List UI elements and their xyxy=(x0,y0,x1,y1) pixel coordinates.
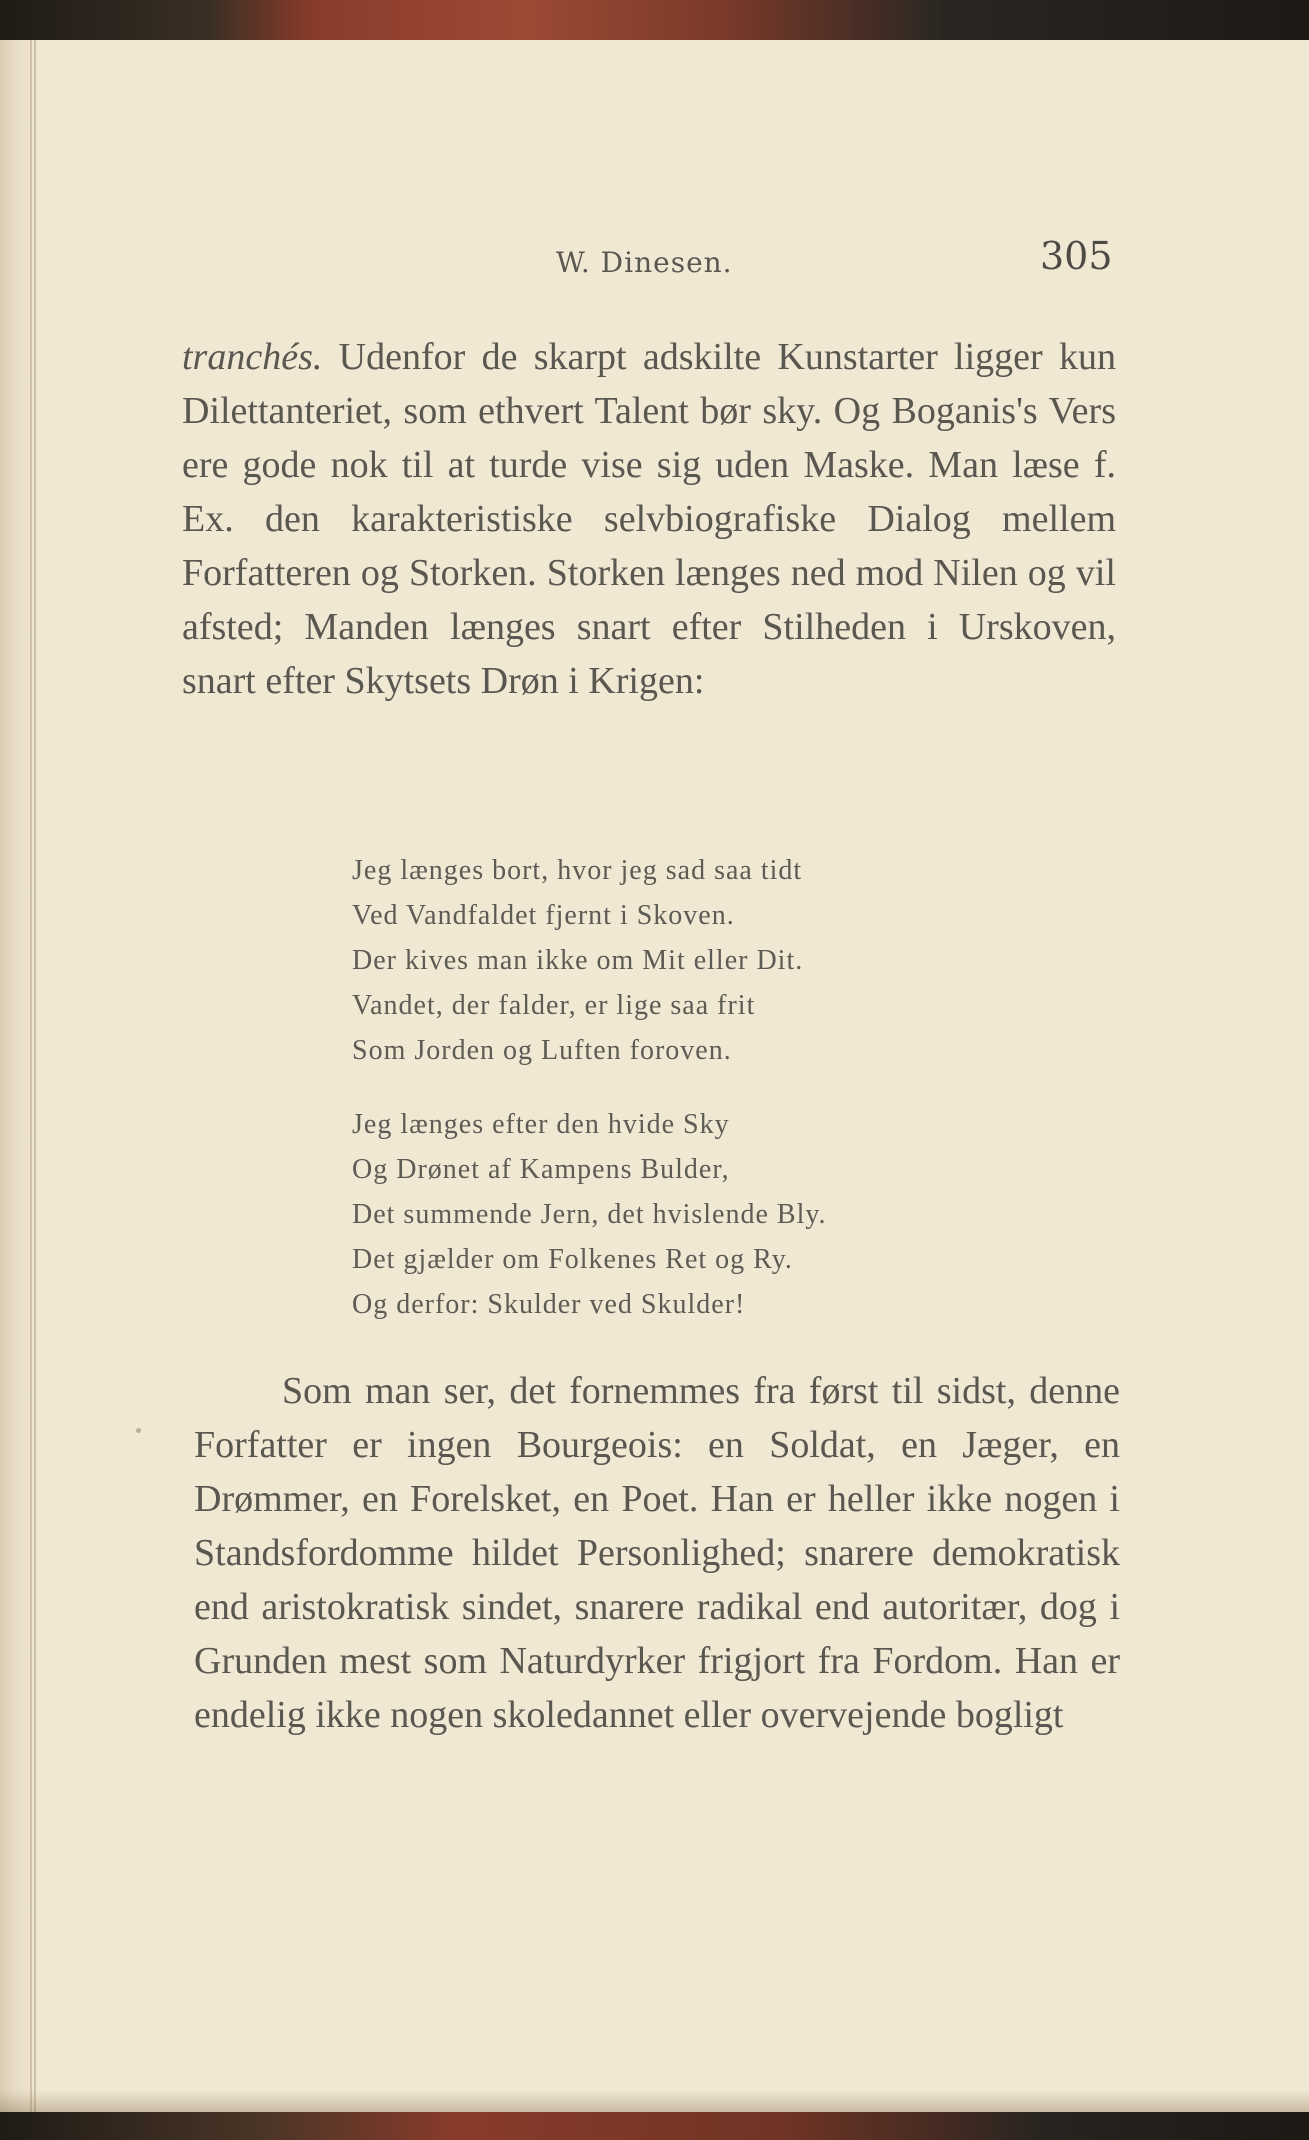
paragraph-1-text: Udenfor de skarpt adskilte Kunstarter ligger kun Dilettanteriet, som ethvert Talent bør sky. Og Boganis's Vers ere gode nok til at turde vise sig uden Maske. Man læse f. Ex. den karakteristiske selvbiografiske Dialog mellem Forfatteren og Storken. Storken længes ned mod Nilen og vil afsted; Manden længes snart efter Stilheden i Urskoven, snart efter Skytsets Drøn i Krigen: xyxy=(182,336,1116,702)
poem-line: Vandet, der falder, er lige saa frit xyxy=(352,990,756,1021)
paragraph-1 xyxy=(182,330,1116,708)
poem-line: Det gjælder om Folkenes Ret og Ry. xyxy=(352,1244,793,1275)
page-header xyxy=(0,224,1309,284)
poem-line: Som Jorden og Luften foroven. xyxy=(352,1035,732,1066)
gutter-line xyxy=(30,40,32,2112)
poem-line: Der kives man ikke om Mit eller Dit. xyxy=(352,945,804,976)
poem-stanza-2 xyxy=(352,1102,1052,1327)
paragraph-2: Som man ser, det fornemmes fra først til sidst, denne Forfatter er ingen Bourgeois: en Soldat, en Jæger, en Drømmer, en Forelsket, en Poet. Han er heller ikke nogen i Standsfordomme hildet Personlighed; snarere demokratisk end aristokratisk sindet, snarere radikal end autoritær, dog i Grunden mest som Naturdyrker frigjort fra Fordom. Han er endelig ikke nogen skoledannet eller overvejende bogligt xyxy=(194,1370,1120,1736)
poem-line: Jeg længes efter den hvide Sky xyxy=(352,1109,730,1140)
poem-line: Og Drønet af Kampens Bulder, xyxy=(352,1154,730,1185)
poem-line: Og derfor: Skulder ved Skulder! xyxy=(352,1289,746,1320)
poem-line: Det summende Jern, det hvislende Bly. xyxy=(352,1199,827,1230)
running-head: W. Dinesen. xyxy=(556,246,733,279)
italic-word: tranchés. xyxy=(182,336,323,378)
page-number: 305 xyxy=(1040,234,1113,278)
poem-line: Jeg længes bort, hvor jeg sad saa tidt xyxy=(352,855,803,886)
poem-stanza-1 xyxy=(352,848,1052,1073)
bottom-edge-shadow xyxy=(0,2090,1309,2112)
book-top-edge xyxy=(0,0,1309,40)
poem-line: Ved Vandfaldet fjernt i Skoven. xyxy=(352,900,735,931)
paper-speck xyxy=(136,1428,141,1433)
book-bottom-edge xyxy=(0,2112,1309,2140)
